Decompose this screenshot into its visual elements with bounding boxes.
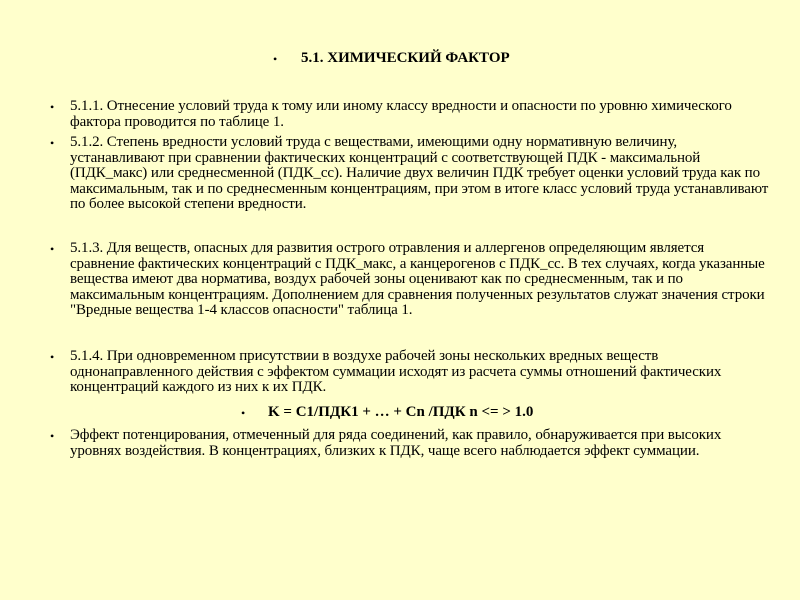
title-bullet: • (273, 52, 278, 66)
paragraph-5-1-3 (50, 241, 770, 319)
bullet: • (50, 100, 55, 114)
bullet: • (50, 429, 55, 443)
paragraph-text: 5.1.4. При одновременном присутствии в воздухе рабочей зоны нескольких вредных веществ однонаправленного действия с эффектом суммации исходят из расчета суммы отношений фактических концентраций каждого из них к их ПДК. (70, 348, 722, 395)
paragraph-5-1-4 (50, 349, 770, 396)
bullet: • (50, 136, 55, 150)
paragraph-text: 5.1.3. Для веществ, опасных для развития острого отравления и аллергенов определяющим является сравнение фактических концентраций с ПДК_макс, а канцерогенов с ПДК_сс. В тех случаях, когда указанные вещества имеют два норматива, воздух рабочей зоны оценивают как по среднесменным, так и по максимальным концентрациям. Дополнением для сравнения полученных результатов служат значения строки "Вредные вещества 1-4 классов опасности" таблица 1. (70, 240, 765, 318)
slide-title: 5.1. ХИМИЧЕСКИЙ ФАКТОР (301, 50, 510, 66)
paragraph-5-1-1 (50, 99, 770, 130)
paragraph-text: Эффект потенцирования, отмеченный для ряда соединений, как правило, обнаруживается при высоких уровнях воздействия. В концентрациях, близких к ПДК, чаще всего наблюдается эффект суммации. (70, 427, 722, 459)
bullet: • (50, 350, 55, 364)
paragraph-effect (50, 428, 770, 459)
paragraph-5-1-2 (50, 135, 770, 213)
paragraph-text: 5.1.1. Отнесение условий труда к тому или иному классу вредности и опасности по уровню химического фактора проводится по таблице 1. (70, 98, 732, 130)
summation-formula: K = C1/ПДК1 + … + Cn /ПДК n <= > 1.0 (268, 404, 534, 420)
paragraph-text: 5.1.2. Степень вредности условий труда с веществами, имеющими одну нормативную величину, устанавливают при сравнении фактических концентраций с соответствующей ПДК - максимальной (ПДК_макс) или среднесменной (ПДК_сс). Наличие двух величин ПДК требует оценки условий труда как по максимальным, так и по среднесменным концентрациям, при этом в итоге класс условий труда устанавливают по более высокой степени вредности. (70, 134, 769, 212)
formula-bullet: • (241, 406, 246, 420)
bullet: • (50, 242, 55, 256)
